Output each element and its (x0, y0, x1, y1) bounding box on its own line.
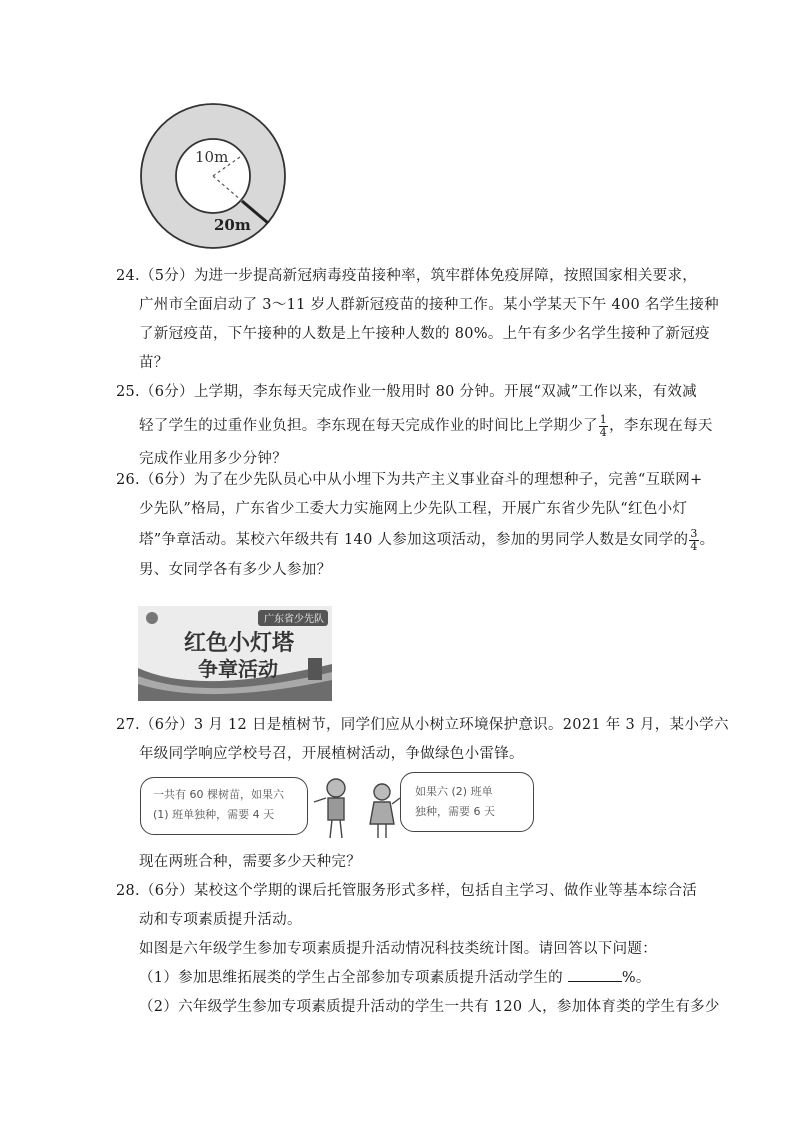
question-27-ask (116, 848, 686, 877)
q28-line-1: 28.（6分）某校这个学期的课后托管服务形式多样，包括自主学习、做作业等基本综合活 (116, 883, 698, 899)
speech-bubble-right (400, 772, 534, 832)
outer-radius-label: 20m (214, 216, 251, 234)
q26-fraction-numerator: 3 (690, 526, 698, 540)
bubble-left-line-1: 一共有 60 棵树苗，如果六 (153, 788, 284, 801)
q24-line-1: 24.（5分）为进一步提高新冠病毒疫苗接种率，筑牢群体免疫屏障，按照国家相关要求， (116, 268, 698, 284)
q28-line-2: 动和专项素质提升活动。 (139, 912, 302, 928)
banner-badge-icon (146, 612, 158, 624)
girl-figure-icon (370, 784, 400, 838)
q28-sub-2: （2）六年级学生参加专项素质提升活动的学生一共有 120 人，参加体育类的学生有多少 (139, 999, 720, 1015)
q25-line-2-tail: ，李东现在每天 (609, 418, 713, 434)
speech-bubble-left (140, 777, 308, 835)
ring-figure (138, 96, 318, 256)
q28-sub-1-unit: %。 (621, 970, 651, 986)
boy-figure-icon (314, 779, 345, 838)
question-24 (116, 262, 719, 378)
q28-sub-1-text: （1）参加思维拓展类的学生占全部参加专项素质提升活动学生的 (139, 970, 563, 986)
bubble-left-line-2: (1) 班单独种，需要 4 天 (153, 808, 275, 821)
q26-line-1: 26.（6分）为了在少先队员心中从小埋下为共产主义事业奋斗的理想种子，完善“互联网+ (116, 472, 703, 488)
question-26 (116, 466, 715, 585)
q24-line-3: 了新冠疫苗，下午接种的人数是上午接种人数的 80%。上午有多少名学生接种了新冠疫 (139, 326, 710, 342)
children-illustration (306, 772, 406, 842)
question-25 (116, 378, 713, 474)
banner-graphic (138, 606, 332, 701)
bubble-right-line-2: 独种，需要 6 天 (415, 805, 495, 818)
red-lighthouse-banner (138, 606, 332, 701)
q25-fraction-denominator: 4 (599, 425, 608, 439)
banner-title-2: 争章活动 (198, 657, 278, 681)
q28-line-3: 如图是六年级学生参加专项素质提升活动情况科技类统计图。请回答以下问题： (139, 941, 657, 957)
q24-line-4: 苗？ (139, 355, 169, 371)
question-28 (116, 877, 720, 1022)
q25-line-1: 25.（6分）上学期，李东每天完成作业一般用时 80 分钟。开展“双减”工作以来，有效减 (116, 384, 697, 400)
q27-question: 现在两班合种，需要多少天种完？ (139, 854, 361, 870)
q26-line-3 (116, 524, 715, 556)
q25-fraction-numerator: 1 (599, 412, 608, 426)
bubble-right-line-1: 如果六 (2) 班单 (415, 785, 493, 798)
q26-line-4: 男、女同学各有多少人参加？ (139, 562, 332, 578)
inner-radius-label: 10m (195, 148, 229, 166)
q28-sub-1 (116, 964, 686, 993)
q26-fraction-denominator: 4 (690, 539, 698, 553)
answer-blank[interactable] (568, 967, 622, 982)
q25-line-2-text: 轻了学生的过重作业负担。李东现在每天完成作业的时间比上学期少了 (139, 418, 598, 434)
banner-building-icon (308, 658, 322, 680)
q27-line-2: 年级同学响应学校号召，开展植树活动，争做绿色小雷锋。 (139, 746, 524, 762)
q25-line-2 (116, 407, 713, 445)
q25-line-3: 完成作业用多少分钟？ (139, 451, 287, 467)
q26-fraction (689, 528, 698, 553)
question-27 (116, 711, 729, 769)
banner-top-text: 广东省少先队 (264, 614, 324, 625)
q24-line-2: 广州市全面启动了 3～11 岁人群新冠疫苗的接种工作。某小学某天下午 400 名学生接种 (139, 297, 719, 313)
q25-fraction (599, 414, 608, 439)
q26-line-3-text: 塔”争章活动。某校六年级共有 140 人参加这项活动，参加的男同学人数是女同学的 (139, 532, 689, 548)
banner-title-1: 红色小灯塔 (184, 631, 295, 656)
q27-line-1: 27.（6分）3 月 12 日是植树节，同学们应从小树立环境保护意识。2021 年 3 月，某小学六 (116, 717, 729, 733)
q26-line-2: 少先队”格局，广东省少工委大力实施网上少先队工程，开展广东省少先队“红色小灯 (139, 501, 688, 517)
q26-line-3-tail: 。 (699, 532, 715, 548)
